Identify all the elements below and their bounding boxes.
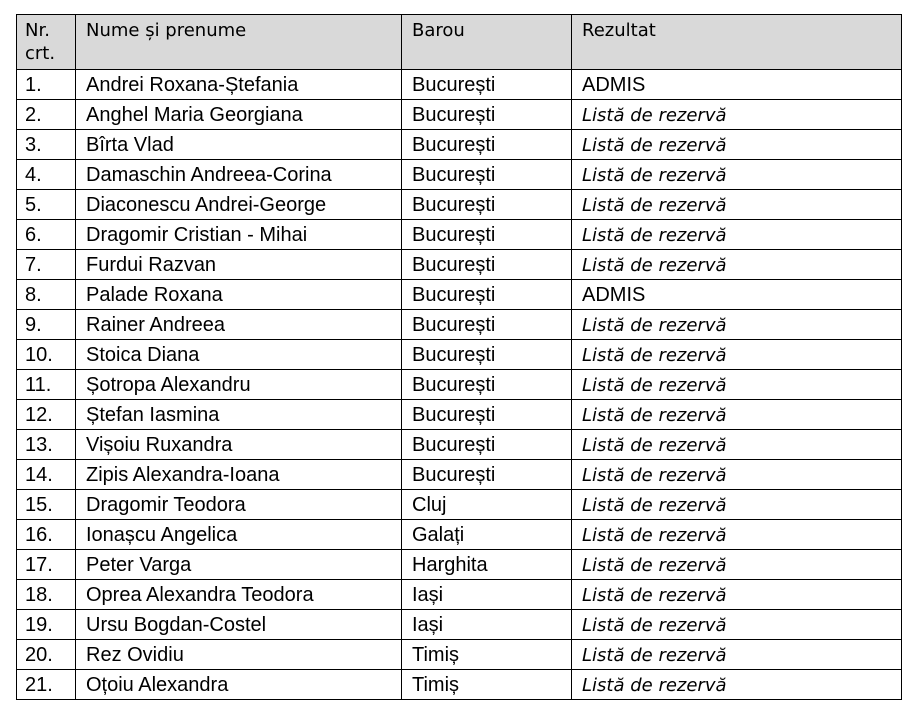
result-status: Listă de rezervă (572, 250, 902, 280)
candidate-name: Anghel Maria Georgiana (76, 100, 402, 130)
candidate-name: Stoica Diana (76, 340, 402, 370)
table-row (17, 430, 902, 460)
table-row (17, 130, 902, 160)
table-row (17, 370, 902, 400)
bar-association: București (402, 130, 572, 160)
bar-association: București (402, 400, 572, 430)
bar-association: Galați (402, 520, 572, 550)
row-number: 20. (17, 640, 76, 670)
table-row (17, 340, 902, 370)
candidate-name: Dragomir Teodora (76, 490, 402, 520)
bar-association: Harghita (402, 550, 572, 580)
candidate-name: Rez Ovidiu (76, 640, 402, 670)
table-row (17, 250, 902, 280)
header-row (17, 15, 902, 70)
header-nr-crt: Nr. crt. (17, 15, 76, 70)
row-number: 18. (17, 580, 76, 610)
row-number: 1. (17, 70, 76, 100)
candidate-name: Șotropa Alexandru (76, 370, 402, 400)
candidate-name: Dragomir Cristian - Mihai (76, 220, 402, 250)
row-number: 3. (17, 130, 76, 160)
bar-association: București (402, 160, 572, 190)
candidate-name: Palade Roxana (76, 280, 402, 310)
table-row (17, 220, 902, 250)
row-number: 8. (17, 280, 76, 310)
result-status: Listă de rezervă (572, 520, 902, 550)
result-status: Listă de rezervă (572, 100, 902, 130)
bar-association: București (402, 70, 572, 100)
bar-association: Timiș (402, 670, 572, 700)
table-row (17, 610, 902, 640)
bar-association: Cluj (402, 490, 572, 520)
bar-association: București (402, 430, 572, 460)
row-number: 15. (17, 490, 76, 520)
candidate-name: Oprea Alexandra Teodora (76, 580, 402, 610)
candidate-name: Furdui Razvan (76, 250, 402, 280)
row-number: 4. (17, 160, 76, 190)
row-number: 14. (17, 460, 76, 490)
row-number: 16. (17, 520, 76, 550)
bar-association: București (402, 280, 572, 310)
table-header (17, 15, 902, 70)
candidate-name: Bîrta Vlad (76, 130, 402, 160)
result-status: Listă de rezervă (572, 550, 902, 580)
table-row (17, 520, 902, 550)
header-result: Rezultat (572, 15, 902, 70)
result-status: Listă de rezervă (572, 190, 902, 220)
result-status: Listă de rezervă (572, 580, 902, 610)
row-number: 10. (17, 340, 76, 370)
bar-association: București (402, 190, 572, 220)
bar-association: București (402, 100, 572, 130)
table-row (17, 460, 902, 490)
table-row (17, 160, 902, 190)
row-number: 19. (17, 610, 76, 640)
row-number: 12. (17, 400, 76, 430)
candidate-name: Diaconescu Andrei-George (76, 190, 402, 220)
candidate-name: Oțoiu Alexandra (76, 670, 402, 700)
table-row (17, 100, 902, 130)
result-status: ADMIS (572, 280, 902, 310)
results-table (16, 14, 902, 700)
table-row (17, 580, 902, 610)
bar-association: București (402, 370, 572, 400)
candidate-name: Ionașcu Angelica (76, 520, 402, 550)
row-number: 5. (17, 190, 76, 220)
candidate-name: Andrei Roxana-Ștefania (76, 70, 402, 100)
bar-association: București (402, 340, 572, 370)
table-row (17, 670, 902, 700)
header-name: Nume și prenume (76, 15, 402, 70)
row-number: 7. (17, 250, 76, 280)
result-status: Listă de rezervă (572, 130, 902, 160)
row-number: 21. (17, 670, 76, 700)
candidate-name: Vișoiu Ruxandra (76, 430, 402, 460)
bar-association: Timiș (402, 640, 572, 670)
candidate-name: Zipis Alexandra-Ioana (76, 460, 402, 490)
table-row (17, 70, 902, 100)
row-number: 17. (17, 550, 76, 580)
result-status: Listă de rezervă (572, 610, 902, 640)
bar-association: București (402, 310, 572, 340)
table-row (17, 400, 902, 430)
table-row (17, 280, 902, 310)
table-row (17, 550, 902, 580)
result-status: Listă de rezervă (572, 460, 902, 490)
row-number: 6. (17, 220, 76, 250)
result-status: Listă de rezervă (572, 370, 902, 400)
result-status: Listă de rezervă (572, 220, 902, 250)
table-row (17, 310, 902, 340)
result-status: Listă de rezervă (572, 490, 902, 520)
table-row (17, 490, 902, 520)
result-status: Listă de rezervă (572, 430, 902, 460)
row-number: 13. (17, 430, 76, 460)
table-body (17, 70, 902, 700)
candidate-name: Ștefan Iasmina (76, 400, 402, 430)
result-status: ADMIS (572, 70, 902, 100)
result-status: Listă de rezervă (572, 400, 902, 430)
result-status: Listă de rezervă (572, 670, 902, 700)
bar-association: București (402, 460, 572, 490)
result-status: Listă de rezervă (572, 160, 902, 190)
candidate-name: Damaschin Andreea-Corina (76, 160, 402, 190)
table-row (17, 640, 902, 670)
bar-association: Iași (402, 580, 572, 610)
candidate-name: Rainer Andreea (76, 310, 402, 340)
candidate-name: Peter Varga (76, 550, 402, 580)
row-number: 9. (17, 310, 76, 340)
result-status: Listă de rezervă (572, 310, 902, 340)
result-status: Listă de rezervă (572, 340, 902, 370)
candidate-name: Ursu Bogdan-Costel (76, 610, 402, 640)
row-number: 2. (17, 100, 76, 130)
row-number: 11. (17, 370, 76, 400)
bar-association: Iași (402, 610, 572, 640)
bar-association: București (402, 220, 572, 250)
header-barou: Barou (402, 15, 572, 70)
table-row (17, 190, 902, 220)
result-status: Listă de rezervă (572, 640, 902, 670)
bar-association: București (402, 250, 572, 280)
